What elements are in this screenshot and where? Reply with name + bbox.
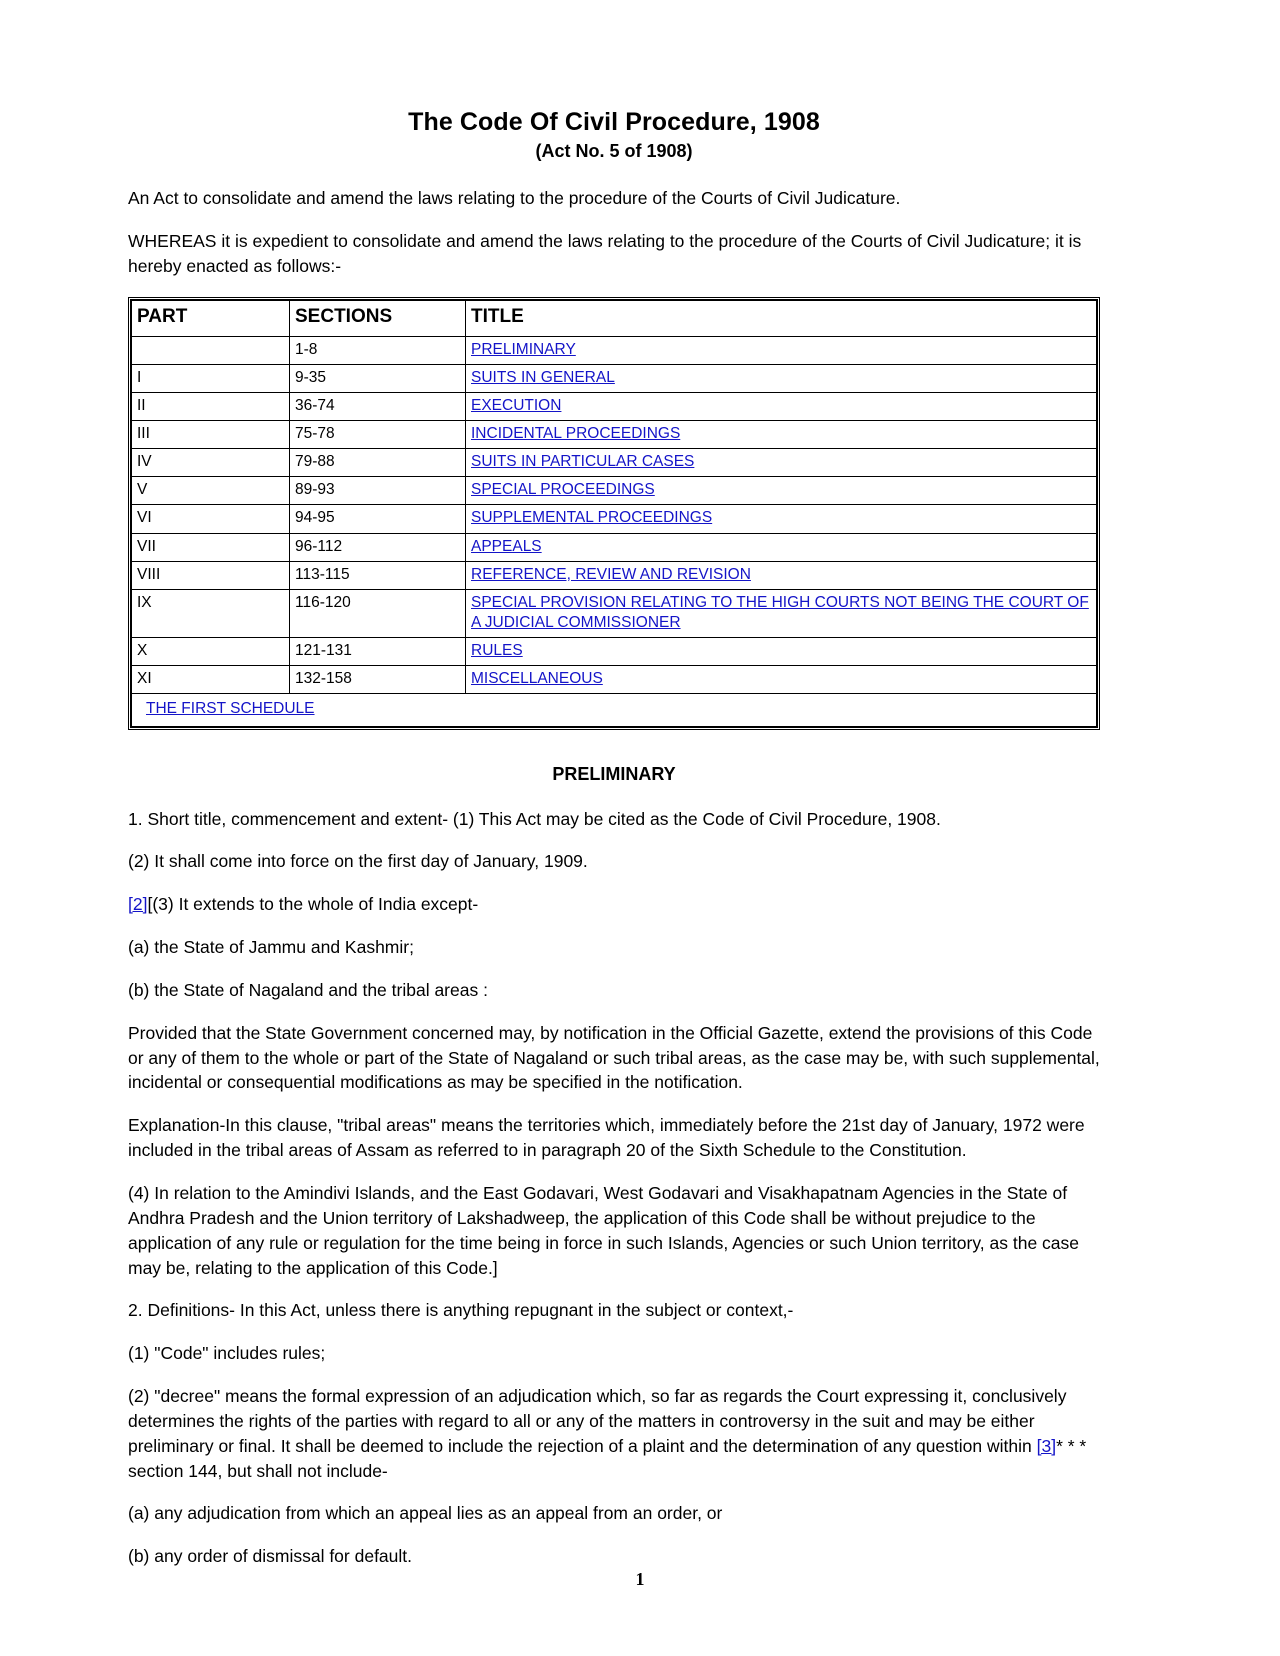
paragraph-definition-code: (1) "Code" includes rules;: [128, 1343, 326, 1364]
definition-decree-text-before: (2) "decree" means the formal expression of an adjudication which, so far as regards the Court expressing it, conclusively determines the rights of the parties with regard to all or any of the matters in controversy in the suit and may be either preliminary or final. It shall be deemed to include the rejection of a plaint and the determination of any question within: [128, 1386, 1067, 1456]
table-row: [132, 561, 1097, 589]
cell-title: [466, 449, 1097, 477]
toc-link-execution[interactable]: EXECUTION: [471, 396, 562, 414]
cell-part: IV: [132, 449, 290, 477]
cell-title: [466, 364, 1097, 392]
table-row: [132, 589, 1097, 637]
cell-title: [466, 420, 1097, 448]
toc-link-rules[interactable]: RULES: [471, 642, 523, 660]
table-row: [132, 505, 1097, 533]
toc-link-supplemental-proceedings[interactable]: SUPPLEMENTAL PROCEEDINGS: [471, 509, 713, 527]
cell-sections: 113-115: [290, 561, 466, 589]
footnote-link-3[interactable]: [3]: [1036, 1435, 1057, 1456]
table-row-first-schedule: [132, 694, 1097, 726]
definition-decree-text-after: * * * section 144, but shall not include-: [128, 1435, 1087, 1481]
cell-sections: 79-88: [290, 449, 466, 477]
cell-first-schedule: [132, 694, 1097, 726]
table-row: [132, 477, 1097, 505]
toc-link-suits-in-general[interactable]: SUITS IN GENERAL: [471, 368, 615, 386]
cell-title: [466, 336, 1097, 364]
paragraph-decree-exclusion-b: (b) any order of dismissal for default.: [128, 1546, 413, 1567]
paragraph-commencement: (2) It shall come into force on the first day of January, 1909.: [128, 851, 588, 872]
paragraph-sub-4: (4) In relation to the Amindivi Islands, and the East Godavari, West Godavari and Visakhapatnam Agencies in the State of Andhra Pradesh and the Union territory of Lakshadweep, the application of this Code shall be without prejudice to the application of any rule or regulation for the time being in force in such Islands, Agencies or such Union territory, as the case may be, relating to the application of this Code.]: [128, 1182, 1080, 1278]
paragraph-explanation: Explanation-In this clause, "tribal areas" means the territories which, immediately before the 21st day of January, 1972 were included in the tribal areas of Assam as referred to in paragraph 20 of the Sixth Schedule to the Constitution.: [128, 1115, 1085, 1161]
paragraph-short-title: 1. Short title, commencement and extent- (1) This Act may be cited as the Code of Civil Procedure, 1908.: [128, 808, 941, 829]
cell-title: [466, 505, 1097, 533]
cell-title: [466, 561, 1097, 589]
paragraph-decree-exclusion-a: (a) any adjudication from which an appeal lies as an appeal from an order, or: [128, 1503, 723, 1524]
cell-part: XI: [132, 666, 290, 694]
paragraph-except-a: (a) the State of Jammu and Kashmir;: [128, 937, 414, 958]
table-row: [132, 420, 1097, 448]
preamble-paragraph-1: An Act to consolidate and amend the laws relating to the procedure of the Courts of Civil Judicature.: [128, 188, 901, 209]
column-header-sections: SECTIONS: [290, 300, 466, 336]
cell-title: [466, 533, 1097, 561]
table-row: [132, 336, 1097, 364]
cell-sections: 116-120: [290, 589, 466, 637]
cell-title: [466, 477, 1097, 505]
cell-part: VI: [132, 505, 290, 533]
toc-link-reference-review-revision[interactable]: REFERENCE, REVIEW AND REVISION: [471, 565, 751, 583]
cell-title: [466, 666, 1097, 694]
table-row: [132, 533, 1097, 561]
cell-part: [132, 336, 290, 364]
section-heading-preliminary: PRELIMINARY: [552, 763, 676, 784]
toc-link-miscellaneous[interactable]: MISCELLANEOUS: [471, 670, 603, 688]
cell-part: IX: [132, 589, 290, 637]
contents-table: [131, 300, 1097, 727]
toc-link-suits-in-particular-cases[interactable]: SUITS IN PARTICULAR CASES: [471, 453, 695, 471]
cell-part: X: [132, 638, 290, 666]
cell-title: [466, 392, 1097, 420]
footnote-link-2[interactable]: [2]: [128, 894, 148, 915]
toc-link-incidental-proceedings[interactable]: INCIDENTAL PROCEEDINGS: [471, 424, 681, 442]
cell-part: III: [132, 420, 290, 448]
cell-sections: 9-35: [290, 364, 466, 392]
cell-title: [466, 638, 1097, 666]
cell-part: I: [132, 364, 290, 392]
toc-link-first-schedule[interactable]: THE FIRST SCHEDULE: [146, 700, 315, 718]
document-title: The Code Of Civil Procedure, 1908: [408, 108, 820, 136]
table-row: [132, 449, 1097, 477]
cell-part: VII: [132, 533, 290, 561]
column-header-title: TITLE: [466, 300, 1097, 336]
paragraph-extent: [128, 892, 1100, 917]
paragraph-definition-decree: [128, 1384, 1100, 1483]
toc-link-preliminary[interactable]: PRELIMINARY: [471, 340, 576, 358]
cell-sections: 94-95: [290, 505, 466, 533]
cell-sections: 36-74: [290, 392, 466, 420]
table-row: [132, 392, 1097, 420]
paragraph-proviso: Provided that the State Government concerned may, by notification in the Official Gazette, extend the provisions of this Code or any of them to the whole or part of the State of Nagaland or such tribal areas, as the case may be, with such supplemental, incidental or consequential modifications as may be specified in the notification.: [128, 1022, 1100, 1093]
cell-sections: 1-8: [290, 336, 466, 364]
cell-sections: 121-131: [290, 638, 466, 666]
paragraph-extent-text: [(3) It extends to the whole of India except-: [147, 894, 479, 915]
cell-sections: 89-93: [290, 477, 466, 505]
paragraph-except-b: (b) the State of Nagaland and the tribal areas :: [128, 979, 488, 1000]
column-header-part: PART: [132, 300, 290, 336]
cell-sections: 96-112: [290, 533, 466, 561]
toc-link-special-proceedings[interactable]: SPECIAL PROCEEDINGS: [471, 481, 655, 499]
document-subtitle: (Act No. 5 of 1908): [535, 140, 693, 161]
cell-sections: 132-158: [290, 666, 466, 694]
preamble-paragraph-2: WHEREAS it is expedient to consolidate and amend the laws relating to the procedure of the Courts of Civil Judicature; it is hereby enacted as follows:-: [128, 231, 1082, 277]
table-row: [132, 666, 1097, 694]
toc-link-appeals[interactable]: APPEALS: [471, 537, 542, 555]
page-number: 1: [635, 1569, 645, 1589]
table-header-row: [132, 300, 1097, 336]
cell-title: [466, 589, 1097, 637]
cell-part: II: [132, 392, 290, 420]
cell-part: V: [132, 477, 290, 505]
paragraph-definitions-intro: 2. Definitions- In this Act, unless there is anything repugnant in the subject or context,-: [128, 1300, 794, 1321]
cell-part: VIII: [132, 561, 290, 589]
table-row: [132, 364, 1097, 392]
toc-link-special-provision-high-courts[interactable]: SPECIAL PROVISION RELATING TO THE HIGH COURTS NOT BEING THE COURT OF A JUDICIAL COMMISSIONER: [471, 593, 1089, 631]
table-row: [132, 638, 1097, 666]
contents-table-container: [128, 297, 1100, 730]
cell-sections: 75-78: [290, 420, 466, 448]
